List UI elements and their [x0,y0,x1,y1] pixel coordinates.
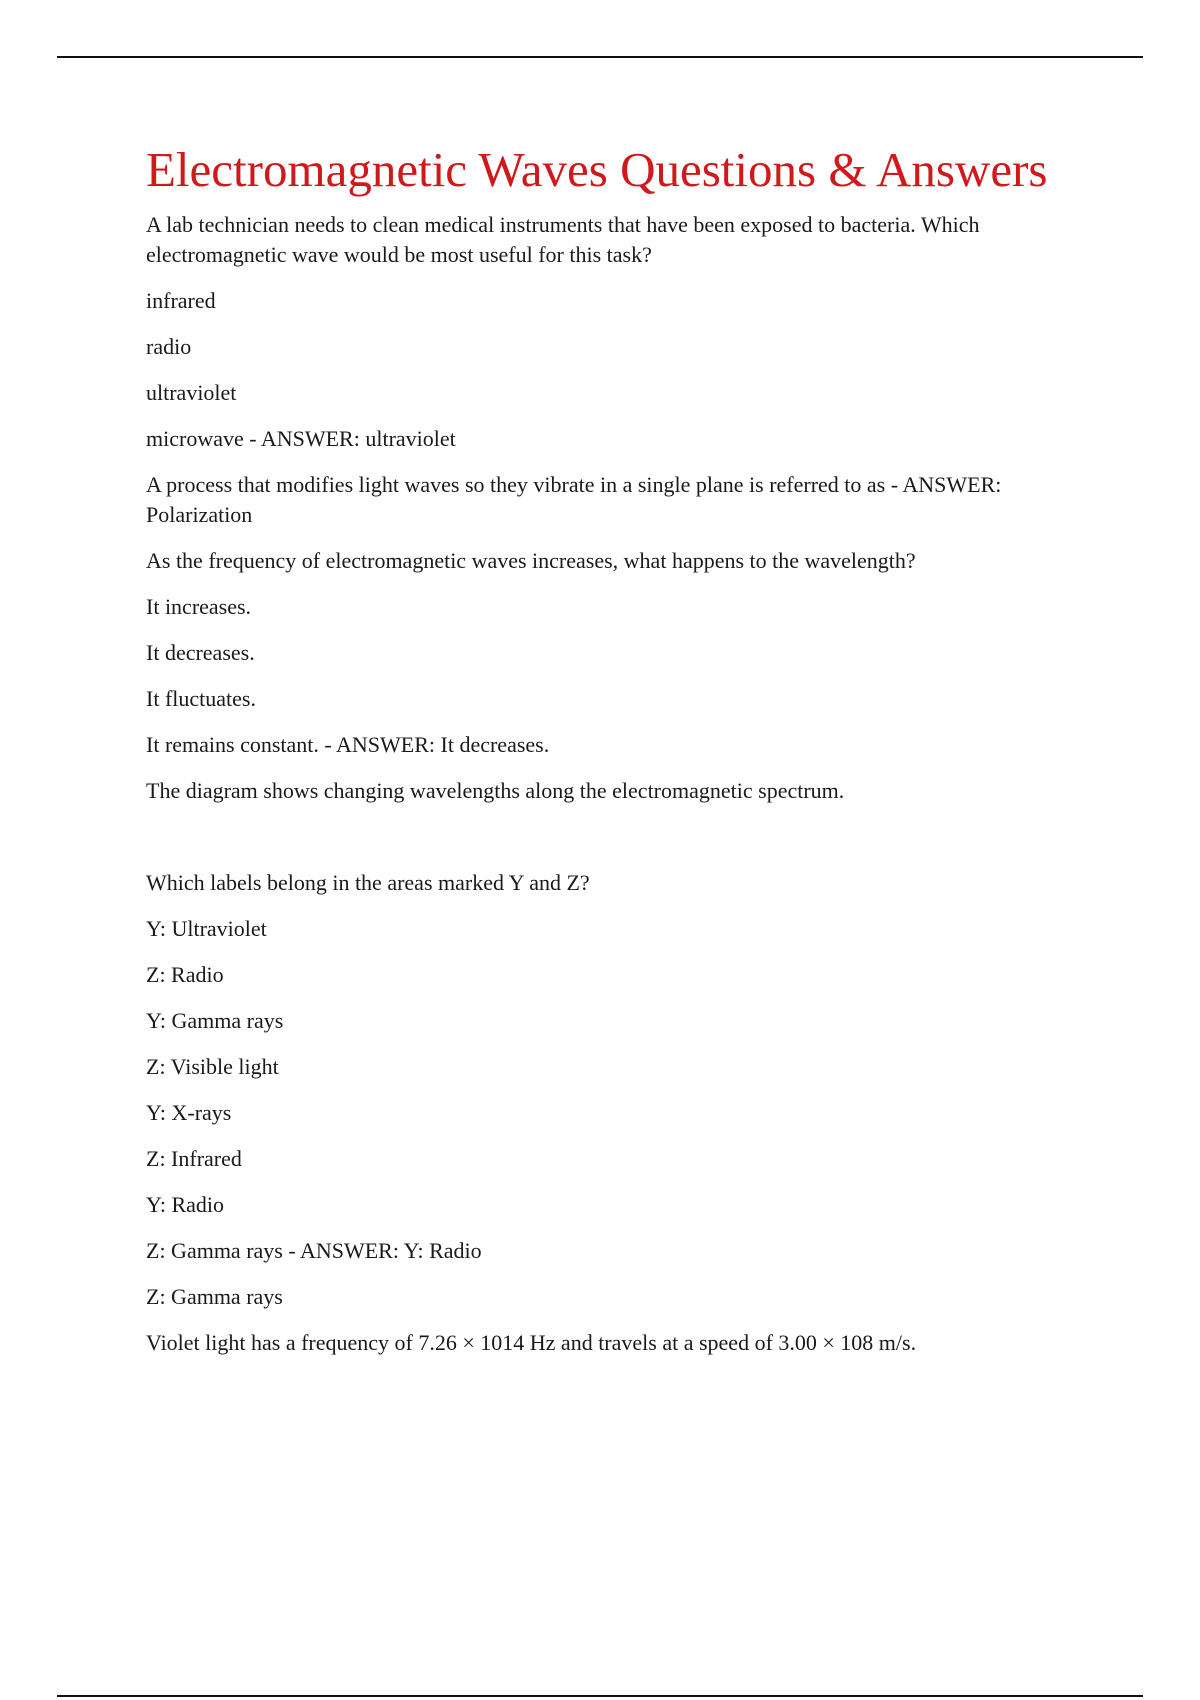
paragraph: ultraviolet [146,380,237,405]
paragraph: It fluctuates. [146,686,256,711]
paragraph: Y: Gamma rays [146,1008,284,1033]
document-title: Electromagnetic Waves Questions & Answers [146,142,1048,197]
bottom-rule [57,1695,1143,1697]
paragraph: As the frequency of electromagnetic waves increases, what happens to the wavelength? [146,548,916,573]
paragraph: Z: Infrared [146,1146,242,1171]
paragraph: Which labels belong in the areas marked Y and Z? [146,870,590,895]
document-body [146,140,1096,1374]
paragraph: Violet light has a frequency of 7.26 × 1014 Hz and travels at a speed of 3.00 × 108 m/s. [146,1330,917,1355]
paragraph: A lab technician needs to clean medical instruments that have been exposed to bacteria. Which electromagnetic wave would be most useful for this task? [146,212,980,267]
paragraph: Y: X-rays [146,1100,232,1125]
paragraph: It increases. [146,594,252,619]
paragraph: A process that modifies light waves so they vibrate in a single plane is referred to as - ANSWER: Polarization [146,472,1002,527]
paragraph: Y: Ultraviolet [146,916,267,941]
paragraph: microwave - ANSWER: ultraviolet [146,426,456,451]
paragraph: The diagram shows changing wavelengths along the electromagnetic spectrum. [146,778,845,803]
paragraph: It remains constant. - ANSWER: It decreases. [146,732,550,757]
paragraph: It decreases. [146,640,255,665]
paragraph: Z: Visible light [146,1054,279,1079]
paragraph: Y: Radio [146,1192,225,1217]
paragraph: Z: Radio [146,962,224,987]
diagram-gap [146,822,1096,868]
paragraph: radio [146,334,192,359]
paragraph: Z: Gamma rays [146,1284,283,1309]
paragraph: infrared [146,288,216,313]
top-rule [57,56,1143,58]
paragraph: Z: Gamma rays - ANSWER: Y: Radio [146,1238,482,1263]
